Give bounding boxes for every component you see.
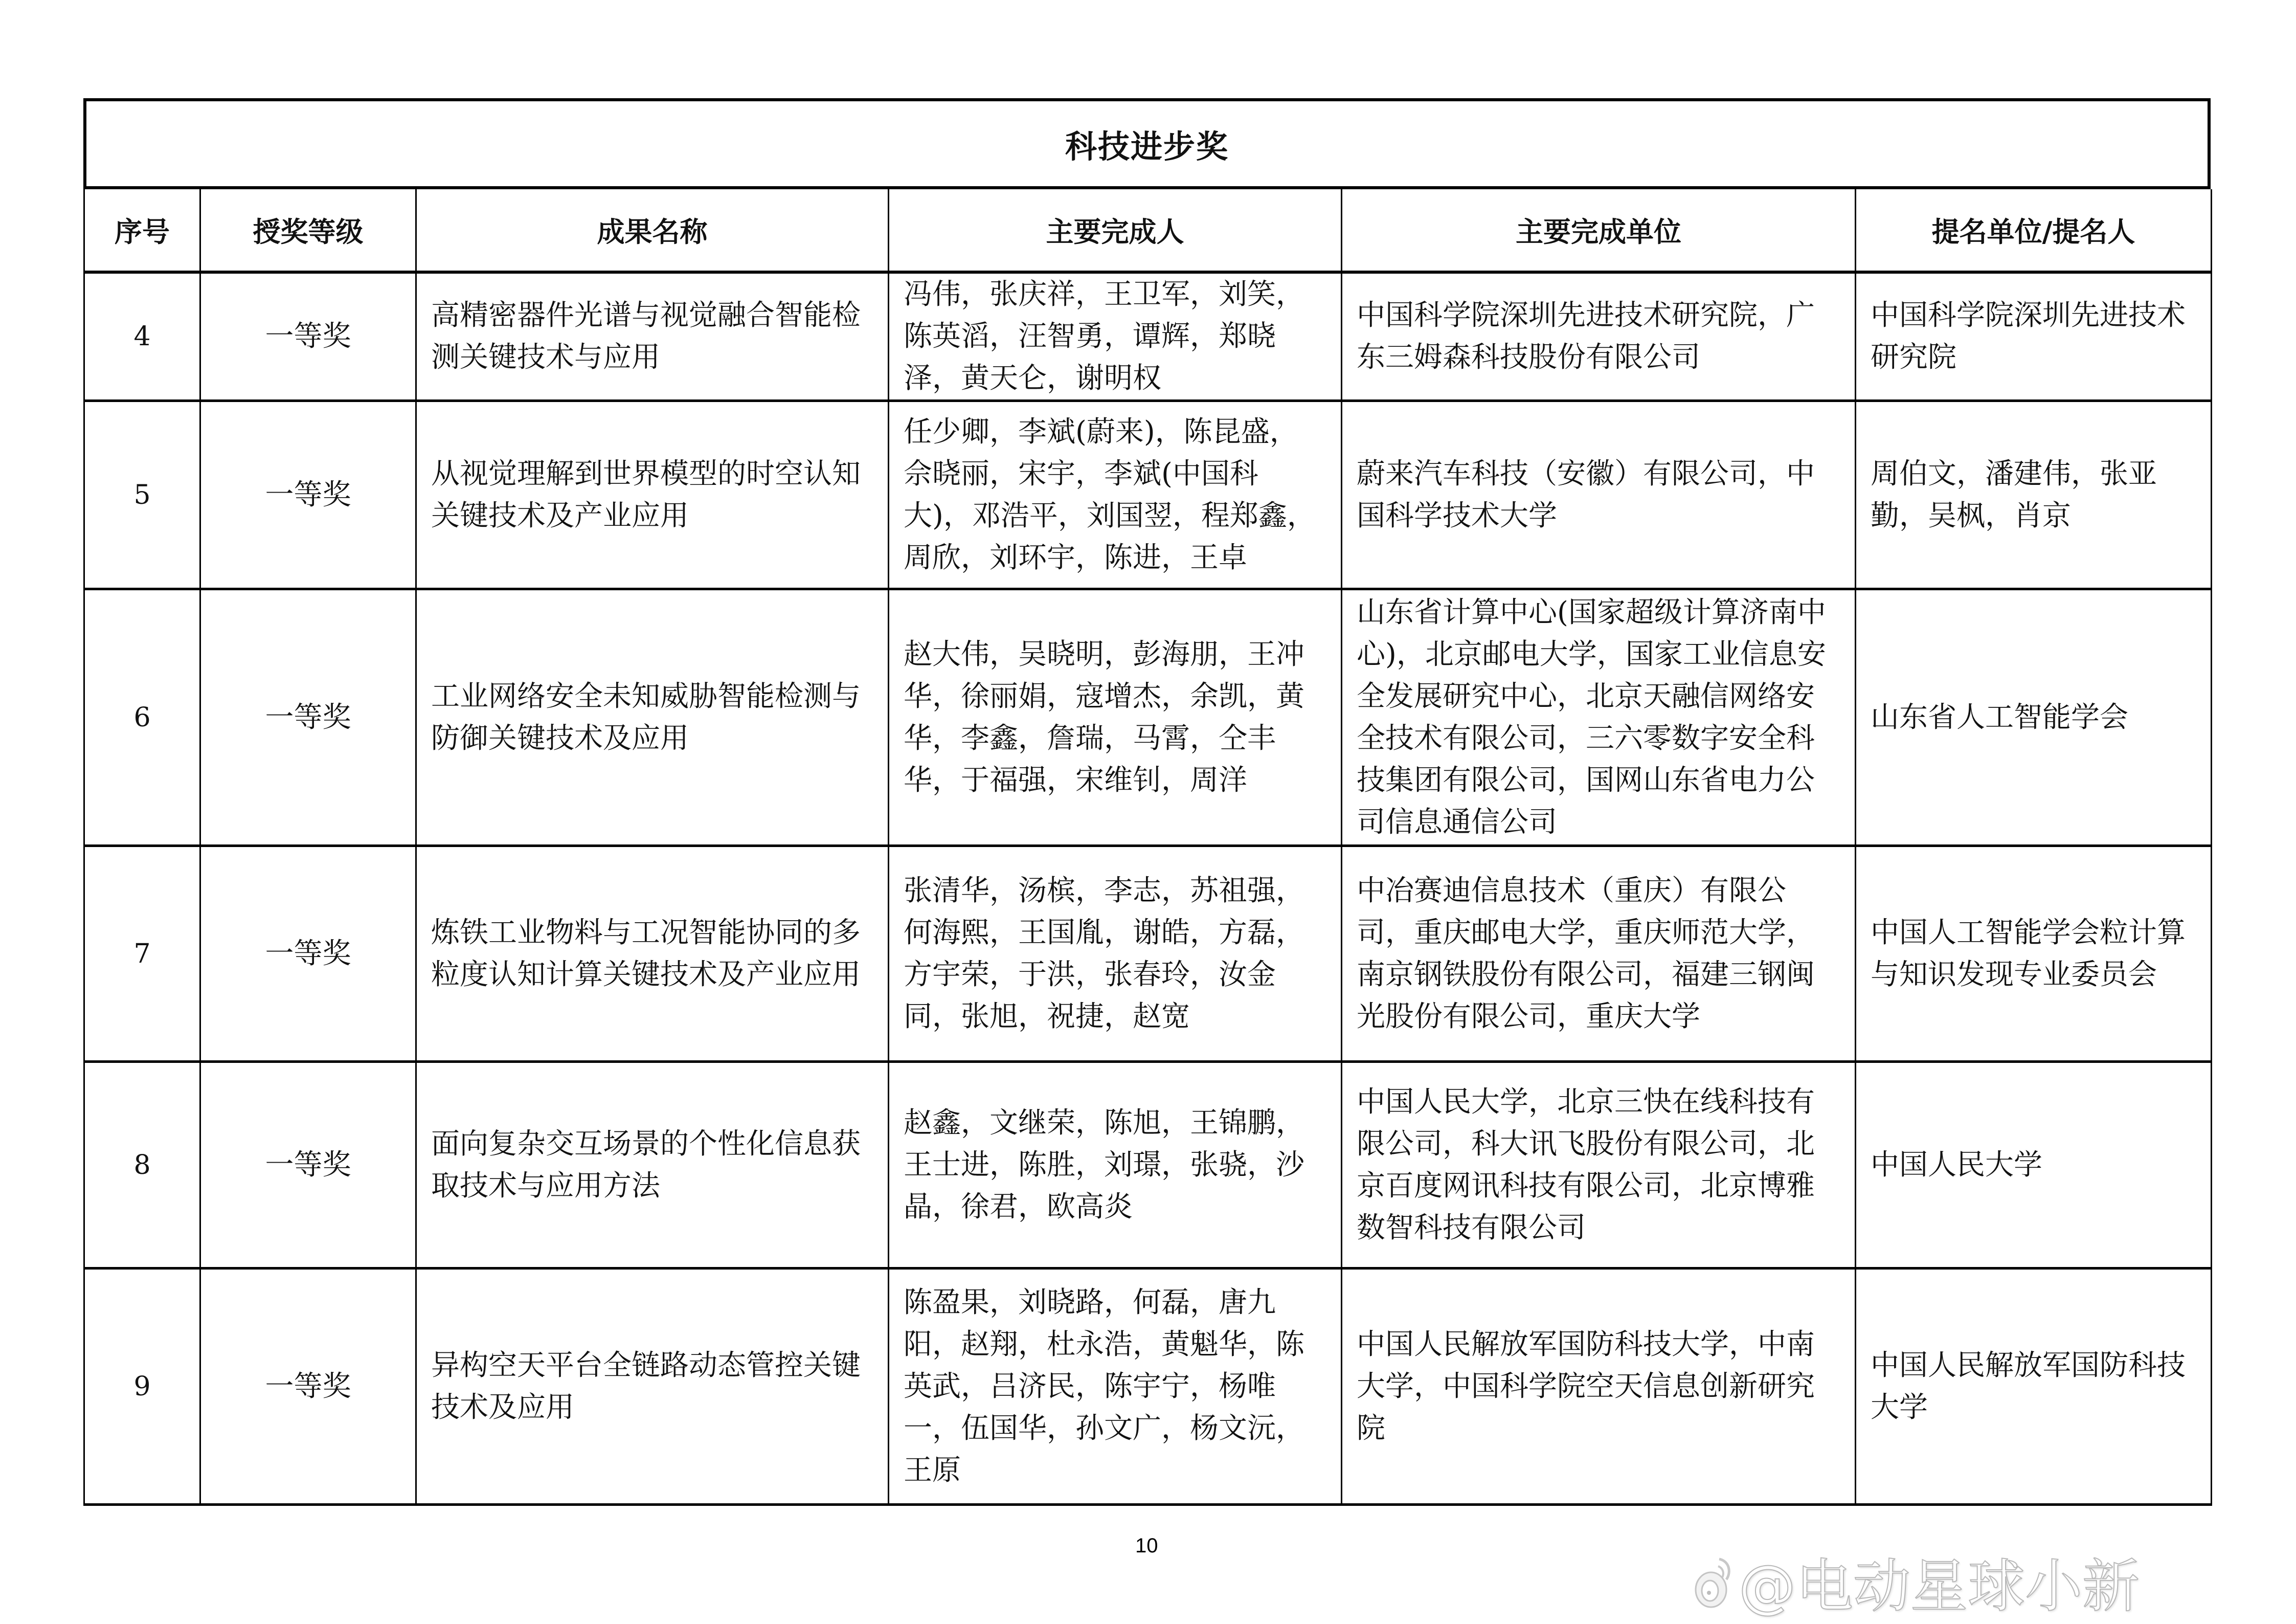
cell-award-level: 一等奖 [200,272,416,401]
cell-serial: 9 [84,1269,200,1505]
table-row [84,272,2212,401]
cell-serial: 7 [84,846,200,1062]
header-nominator: 提名单位/提名人 [1856,189,2212,272]
header-main-contributors: 主要完成人 [889,189,1342,272]
cell-achievement-name: 高精密器件光谱与视觉融合智能检测关键技术与应用 [416,272,889,401]
cell-achievement-name: 工业网络安全未知威胁智能检测与防御关键技术及应用 [416,589,889,846]
cell-serial: 8 [84,1062,200,1269]
header-achievement-name: 成果名称 [416,189,889,272]
cell-serial: 6 [84,589,200,846]
section-title: 科技进步奖 [83,98,2211,189]
cell-main-contributors: 任少卿，李斌(蔚来)，陈昆盛，佘晓丽，宋宇，李斌(中国科大)，邓浩平，刘国翌，程郑鑫，周欣，刘环宇，陈进，王卓 [889,401,1342,589]
cell-main-units: 中国人民大学，北京三快在线科技有限公司，科大讯飞股份有限公司，北京百度网讯科技有限公司，北京博雅数智科技有限公司 [1342,1062,1856,1269]
table-row [84,589,2212,846]
watermark [1693,1541,2140,1623]
cell-nominator: 中国人民解放军国防科技大学 [1856,1269,2212,1505]
header-main-units: 主要完成单位 [1342,189,1856,272]
table-header-row [84,189,2212,272]
cell-award-level: 一等奖 [200,1062,416,1269]
cell-main-contributors: 陈盈果，刘晓路，何磊，唐九阳，赵翔，杜永浩，黄魁华，陈英武，吕济民，陈宇宁，杨唯一，伍国华，孙文广，杨文沅，王原 [889,1269,1342,1505]
cell-nominator: 中国科学院深圳先进技术研究院 [1856,272,2212,401]
cell-main-contributors: 赵大伟，吴晓明，彭海朋，王冲华，徐丽娟，寇增杰，余凯，黄华，李鑫，詹瑞，马霄，仝丰华，于福强，宋维钊，周洋 [889,589,1342,846]
cell-award-level: 一等奖 [200,589,416,846]
document-page [83,98,2211,1506]
page-number: 10 [1135,1534,1158,1557]
cell-main-contributors: 冯伟，张庆祥，王卫军，刘笑，陈英滔，汪智勇，谭辉，郑晓泽，黄天仑，谢明权 [889,272,1342,401]
cell-main-units: 山东省计算中心(国家超级计算济南中心)，北京邮电大学，国家工业信息安全发展研究中心，北京天融信网络安全技术有限公司，三六零数字安全科技集团有限公司，国网山东省电力公司信息通信公司 [1342,589,1856,846]
table-row [84,1062,2212,1269]
header-serial: 序号 [84,189,200,272]
watermark-text: @电动星球小新 [1739,1553,2140,1620]
cell-nominator: 山东省人工智能学会 [1856,589,2212,846]
cell-serial: 4 [84,272,200,401]
cell-award-level: 一等奖 [200,846,416,1062]
cell-award-level: 一等奖 [200,1269,416,1505]
cell-nominator: 周伯文，潘建伟，张亚勤，吴枫，肖京 [1856,401,2212,589]
cell-achievement-name: 异构空天平台全链路动态管控关键技术及应用 [416,1269,889,1505]
cell-main-units: 中国科学院深圳先进技术研究院，广东三姆森科技股份有限公司 [1342,272,1856,401]
table-row [84,846,2212,1062]
table-row [84,1269,2212,1505]
cell-achievement-name: 炼铁工业物料与工况智能协同的多粒度认知计算关键技术及产业应用 [416,846,889,1062]
weibo-icon [1693,1554,1734,1610]
cell-main-contributors: 赵鑫，文继荣，陈旭，王锦鹏，王士进，陈胜，刘璟，张骁，沙晶，徐君，欧高炎 [889,1062,1342,1269]
cell-main-units: 蔚来汽车科技（安徽）有限公司，中国科学技术大学 [1342,401,1856,589]
cell-nominator: 中国人工智能学会粒计算与知识发现专业委员会 [1856,846,2212,1062]
cell-serial: 5 [84,401,200,589]
awards-table [83,189,2212,1506]
cell-award-level: 一等奖 [200,401,416,589]
cell-main-contributors: 张清华，汤槟，李志，苏祖强，何海熙，王国胤，谢皓，方磊，方宇荣，于洪，张春玲，汝金同，张旭，祝捷，赵宽 [889,846,1342,1062]
cell-achievement-name: 面向复杂交互场景的个性化信息获取技术与应用方法 [416,1062,889,1269]
cell-nominator: 中国人民大学 [1856,1062,2212,1269]
cell-main-units: 中冶赛迪信息技术（重庆）有限公司，重庆邮电大学，重庆师范大学，南京钢铁股份有限公司，福建三钢闽光股份有限公司，重庆大学 [1342,846,1856,1062]
cell-main-units: 中国人民解放军国防科技大学，中南大学，中国科学院空天信息创新研究院 [1342,1269,1856,1505]
header-award-level: 授奖等级 [200,189,416,272]
table-row [84,401,2212,589]
cell-achievement-name: 从视觉理解到世界模型的时空认知关键技术及产业应用 [416,401,889,589]
